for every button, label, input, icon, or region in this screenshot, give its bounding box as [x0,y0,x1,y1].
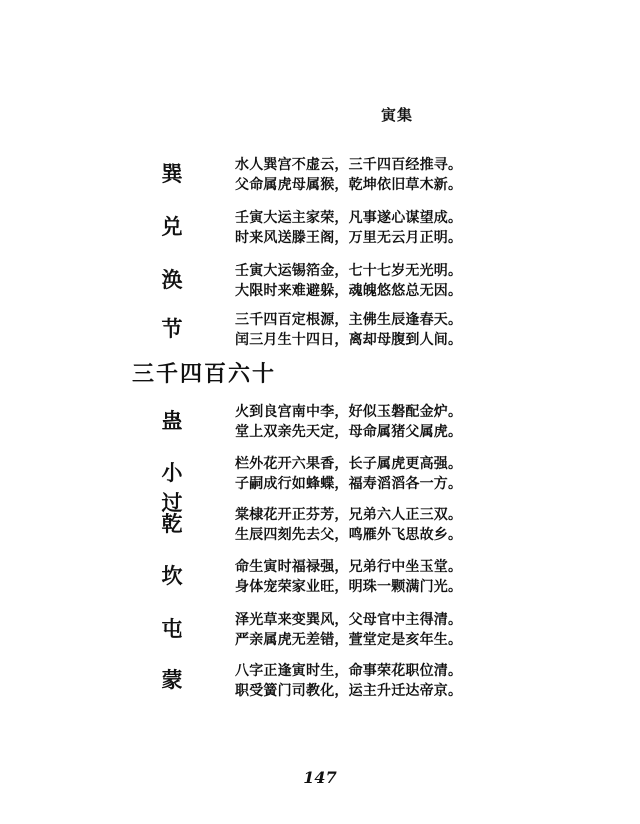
page-number: 147 [303,768,337,787]
hexagram-name: 乾 [161,511,183,536]
verse-line: 严亲属虎无差错，萱堂定是亥年生。 [235,632,463,648]
hexagram-name: 坎 [161,563,183,588]
hexagram-name: 蛊 [161,408,183,433]
verse-line: 父命属虎母属猴，乾坤依旧草木新。 [235,177,463,193]
verse-line: 堂上双亲先天定，母命属猪父属虎。 [235,424,463,440]
entry-qian [0,505,640,555]
verse [235,454,462,494]
entry-huan [0,261,640,311]
verse [235,557,462,597]
verse-line: 火到良宫南中李，好似玉磐配金炉。 [235,404,463,420]
verse [235,261,462,301]
hexagram-name: 小过 [161,460,183,515]
verse-line: 职受簧门司教化，运主升迁达帝京。 [235,683,463,699]
verse-line: 时来风送滕王阁，万里无云月正明。 [235,230,463,246]
verse [235,505,462,545]
entry-kan [0,557,640,607]
entry-xun [0,155,640,205]
verse-line: 栏外花开六果香，长子属虎更高强。 [235,456,463,472]
verse-line: 身体宠荣家业旺，明珠一颗满门光。 [235,579,463,595]
verse-line: 水人巽宫不虚云，三千四百经推寻。 [235,157,463,173]
verse [235,661,462,701]
verse-line: 命生寅时福禄强，兄弟行中坐玉堂。 [235,559,463,575]
hexagram-name: 蒙 [161,667,183,692]
verse-line: 壬寅大运锡箔金，七十七岁无光明。 [235,263,463,279]
entry-gu [0,402,640,452]
section-heading: 三千四百六十 [132,361,277,387]
verse-line: 泽光草来变巽风，父母官中主得清。 [235,612,463,628]
verse [235,155,462,195]
hexagram-name: 屯 [161,616,183,641]
verse [235,310,462,350]
hexagram-name: 节 [161,316,183,341]
verse-line: 闰三月生十四日，离却母腹到人间。 [235,332,463,348]
verse-line: 八字正逢寅时生，命事荣花职位清。 [235,663,463,679]
entry-dui [0,208,640,258]
verse [235,610,462,650]
hexagram-name: 兑 [161,214,183,239]
running-head: 寅集 [381,106,414,124]
hexagram-name: 涣 [161,267,183,292]
verse-line: 三千四百定根源，主佛生辰逢春天。 [235,312,463,328]
hexagram-name: 巽 [161,161,183,186]
verse-line: 生辰四刻先去父，鸣雁外飞思故乡。 [235,527,463,543]
verse-line: 棠棣花开正芬芳，兄弟六人正三双。 [235,507,463,523]
entry-jie [0,310,640,360]
verse [235,208,462,248]
entry-meng [0,661,640,711]
verse [235,402,462,442]
verse-line: 子嗣成行如蜂蝶，福寿滔滔各一方。 [235,476,463,492]
verse-line: 大限时来难避躲，魂魄悠悠总无因。 [235,283,463,299]
verse-line: 壬寅大运主家荣，凡事遂心谋望成。 [235,210,463,226]
entry-zhun [0,610,640,660]
